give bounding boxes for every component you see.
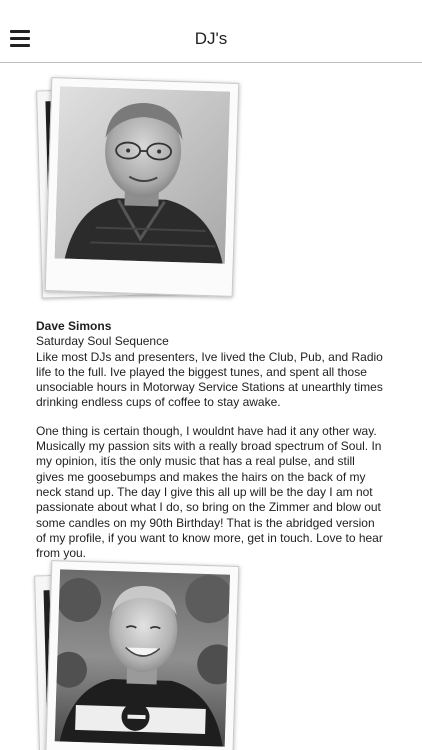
polaroid-front bbox=[45, 560, 240, 750]
dj-name: Dave Simons bbox=[36, 319, 112, 333]
page-title: DJ's bbox=[194, 29, 228, 48]
dj-show-name: Saturday Soul Sequence bbox=[36, 334, 169, 349]
dj-photo-stack bbox=[38, 80, 243, 302]
dj-bio-paragraph: Like most DJs and presenters, Ive lived the Club, Pub, and Radio life to the full. Ive played the biggest tunes, and spent all those unsociable hours in Motorway Service Stations at unearthly times drinking endless cups of coffee to stay awake. bbox=[36, 349, 383, 410]
dj-bio bbox=[36, 319, 386, 574]
dj-bio-paragraph: One thing is certain though, I wouldnt have had it any other way. Musically my passion sits with a really broad spectrum of Soul. In my opinion, itís the only music that has a real pulse, and still gives me goosebumps and makes the hairs on the back of my neck stand up. The day I give this all up will be the day I am not passionate about what I do, so bring on the Zimmer and blow out some candles on my 90th Birthday! That is the abridged version of my profile, if you want to know more, get in touch. Love to hear from you. bbox=[36, 423, 383, 561]
dj-portrait-photo bbox=[55, 86, 230, 263]
app-header bbox=[0, 0, 422, 63]
dj-photo-stack bbox=[36, 563, 241, 750]
polaroid-front bbox=[45, 77, 240, 297]
dj-portrait-photo bbox=[55, 569, 230, 746]
